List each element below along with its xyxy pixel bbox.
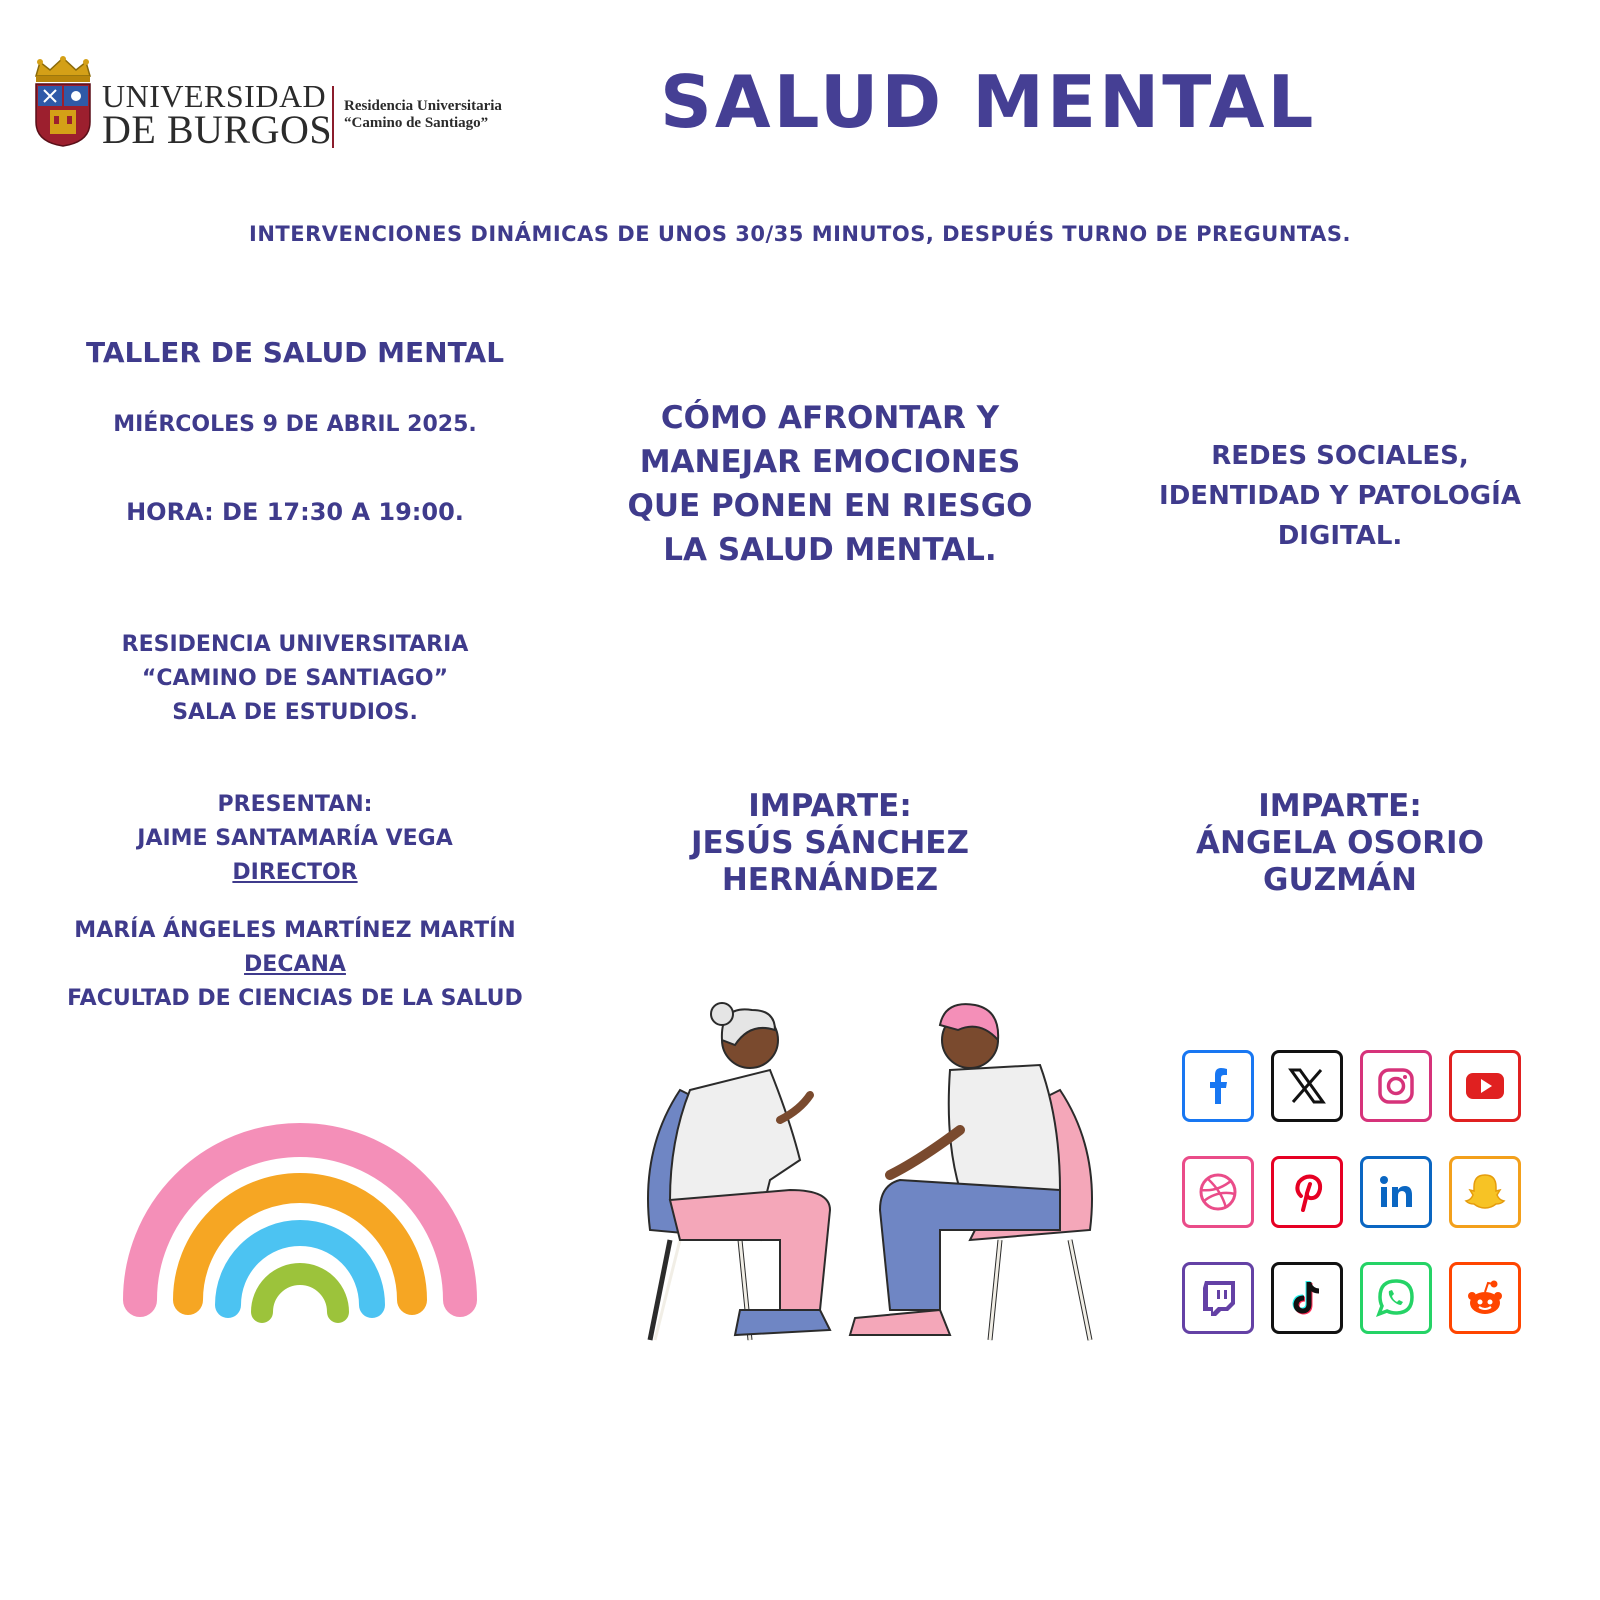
presenter1-role: DIRECTOR [232,860,358,885]
talk2-title [1130,436,1550,556]
talk1-speaker-label: IMPARTE: [748,788,912,824]
venue-line1: RESIDENCIA UNIVERSITARIA [121,632,469,657]
talk2-speaker [1130,788,1550,899]
talk1-title-line: LA SALUD MENTAL. [663,532,997,568]
event-time: HORA: DE 17:30 A 19:00. [126,498,464,526]
university-name-line1: UNIVERSIDAD [102,78,327,114]
tiktok-icon [1271,1262,1343,1334]
talk2-title-line: IDENTIDAD Y PATOLOGÍA [1159,481,1521,511]
whatsapp-icon [1360,1262,1432,1334]
talk1-title-line: QUE PONEN EN RIESGO [627,488,1033,524]
event-date: MIÉRCOLES 9 DE ABRIL 2025. [113,412,477,437]
pinterest-icon [1271,1156,1343,1228]
talk1-speaker-name: HERNÁNDEZ [721,862,939,898]
workshop-title: TALLER DE SALUD MENTAL [85,336,505,369]
people-talking-illustration [640,1000,1110,1380]
x-icon [1271,1050,1343,1122]
logo-divider [332,86,334,148]
presenters-label: PRESENTAN: [217,792,373,817]
dribbble-icon [1182,1156,1254,1228]
page-subtitle: INTERVENCIONES DINÁMICAS DE UNOS 30/35 MINUTOS, DESPUÉS TURNO DE PREGUNTAS. [249,222,1351,246]
presenter2-name: MARÍA ÁNGELES MARTÍNEZ MARTÍN [74,918,516,943]
presenter2-role: DECANA [244,952,346,977]
university-name-line2: DE BURGOS [102,107,333,152]
talk2-title-line: REDES SOCIALES, [1211,441,1469,471]
talk1-title-line: CÓMO AFRONTAR Y [660,400,1000,436]
talk1-title [600,396,1060,572]
linkedin-icon [1360,1156,1432,1228]
presenter2-faculty: FACULTAD DE CIENCIAS DE LA SALUD [67,986,523,1011]
talk1-speaker [600,788,1060,899]
rainbow-illustration [110,1100,490,1330]
twitch-icon [1182,1262,1254,1334]
snapchat-icon [1449,1156,1521,1228]
residence-name-line2: “Camino de Santiago” [344,115,489,131]
university-logo [30,56,560,152]
instagram-icon [1360,1050,1432,1122]
page-title: SALUD MENTAL [660,60,1317,144]
youtube-icon [1449,1050,1521,1122]
talk2-speaker-name: ÁNGELA OSORIO [1196,825,1484,861]
reddit-icon [1449,1262,1521,1334]
university-name [102,78,333,152]
talk1-title-line: MANEJAR EMOCIONES [639,444,1021,480]
talk2-speaker-name: GUZMÁN [1263,862,1417,898]
talk1-speaker-name: JESÚS SÁNCHEZ [691,825,969,861]
presenters-block [30,788,560,1016]
facebook-icon [1182,1050,1254,1122]
venue-line3: SALA DE ESTUDIOS. [172,700,418,725]
presenter1-name: JAIME SANTAMARÍA VEGA [137,826,453,851]
residence-name-line1: Residencia Universitaria [344,98,502,114]
talk2-title-line: DIGITAL. [1277,521,1403,551]
residence-name [344,98,502,132]
university-crest-icon [30,56,96,148]
talk2-speaker-label: IMPARTE: [1258,788,1422,824]
venue-line2: “CAMINO DE SANTIAGO” [141,666,449,691]
event-venue [40,628,550,730]
